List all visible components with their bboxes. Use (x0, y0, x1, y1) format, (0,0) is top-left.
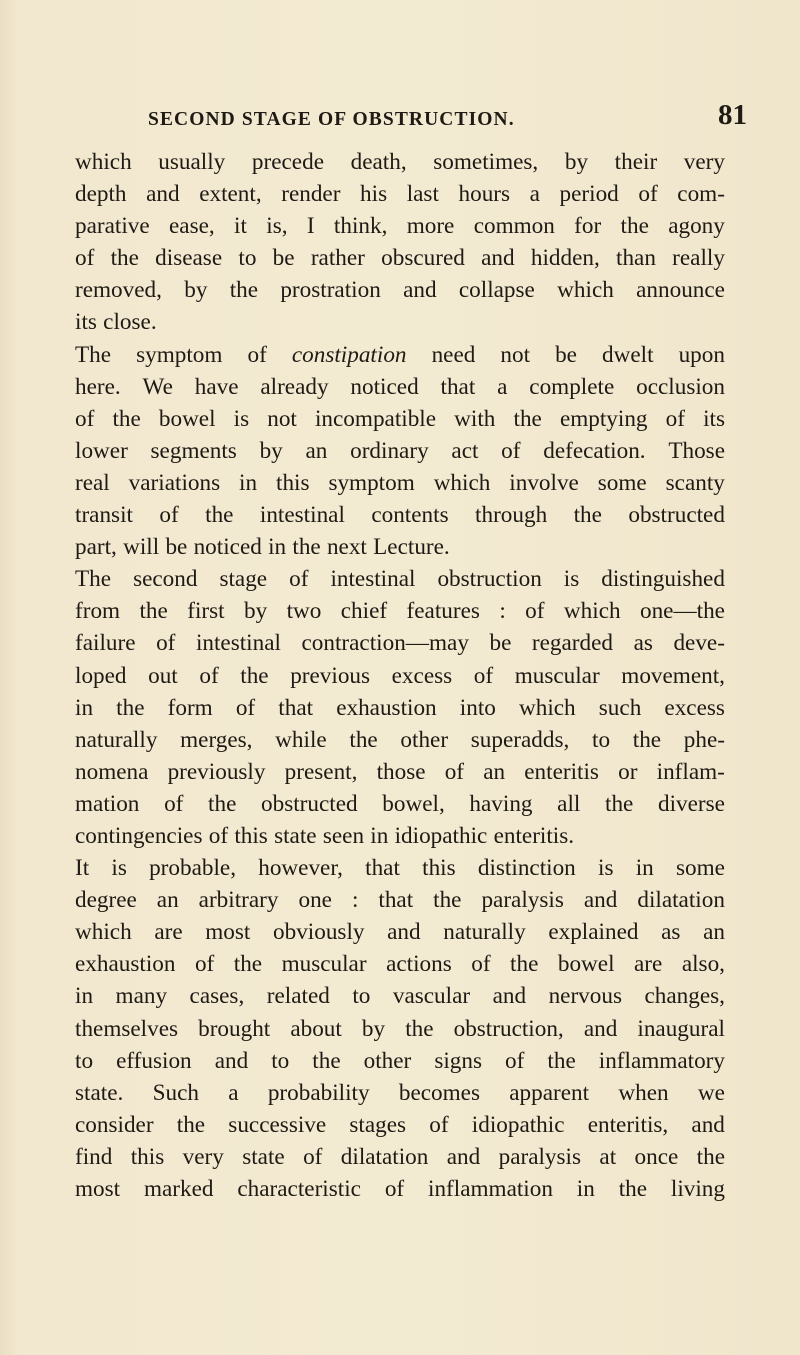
text-line: depth and extent, render his last hours a period of com- (75, 181, 725, 208)
text-line: to effusion and to the other signs of the inflammatory (75, 1047, 725, 1074)
text-line: of the disease to be rather obscured and hidden, than really (75, 245, 725, 272)
page-number: 81 (718, 99, 747, 131)
text-line: The second stage of intestinal obstruction is distinguished (75, 566, 725, 593)
text-line: part, will be noticed in the next Lecture. (75, 534, 450, 561)
text-line: nomena previously present, those of an enteritis or inflam- (75, 758, 725, 785)
text-line: loped out of the previous excess of muscular movement, (75, 662, 725, 689)
text-line: of the bowel is not incompatible with the emptying of its (75, 405, 725, 432)
text-line: find this very state of dilatation and paralysis at once the (75, 1143, 725, 1170)
text-line: failure of intestinal contraction—may be regarded as deve- (75, 630, 725, 657)
running-title: SECOND STAGE OF OBSTRUCTION. (148, 109, 515, 130)
text-line: state. Such a probability becomes apparent when we (75, 1079, 725, 1106)
text-line: which are most obviously and naturally explained as an (75, 919, 725, 946)
text-line: in the form of that exhaustion into which such excess (75, 694, 725, 721)
text-line: naturally merges, while the other superadds, to the phe- (75, 726, 725, 753)
text-line: consider the successive stages of idiopathic enteritis, and (75, 1111, 725, 1138)
body-text (75, 146, 725, 1205)
text-line: which usually precede death, sometimes, by their very (75, 149, 725, 175)
text-line: The symptom of constipation need not be dwelt upon (75, 341, 725, 368)
text-line: most marked characteristic of inflammation in the living (75, 1176, 725, 1202)
text-line: parative ease, it is, I think, more common for the agony (75, 213, 725, 240)
text-line: mation of the obstructed bowel, having all the diverse (75, 790, 725, 817)
text-line: removed, by the prostration and collapse which announce (75, 277, 725, 304)
text-line: degree an arbitrary one : that the paralysis and dilatation (75, 887, 725, 914)
text-line: exhaustion of the muscular actions of the bowel are also, (75, 951, 725, 978)
text-line: transit of the intestinal contents through the obstructed (75, 502, 725, 529)
text-line: in many cases, related to vascular and nervous changes, (75, 983, 725, 1010)
text-line: real variations in this symptom which involve some scanty (75, 469, 725, 496)
running-head (0, 95, 800, 135)
text-line: lower segments by an ordinary act of defecation. Those (75, 437, 725, 464)
text-line: contingencies of this state seen in idiopathic enteritis. (75, 822, 575, 849)
text-line: here. We have already noticed that a complete occlusion (75, 373, 725, 400)
text-line: It is probable, however, that this distinction is in some (75, 855, 725, 882)
text-line: its close. (75, 309, 157, 336)
text-line: themselves brought about by the obstruction, and inaugural (75, 1015, 725, 1042)
text-line: from the first by two chief features : of which one—the (75, 598, 725, 625)
